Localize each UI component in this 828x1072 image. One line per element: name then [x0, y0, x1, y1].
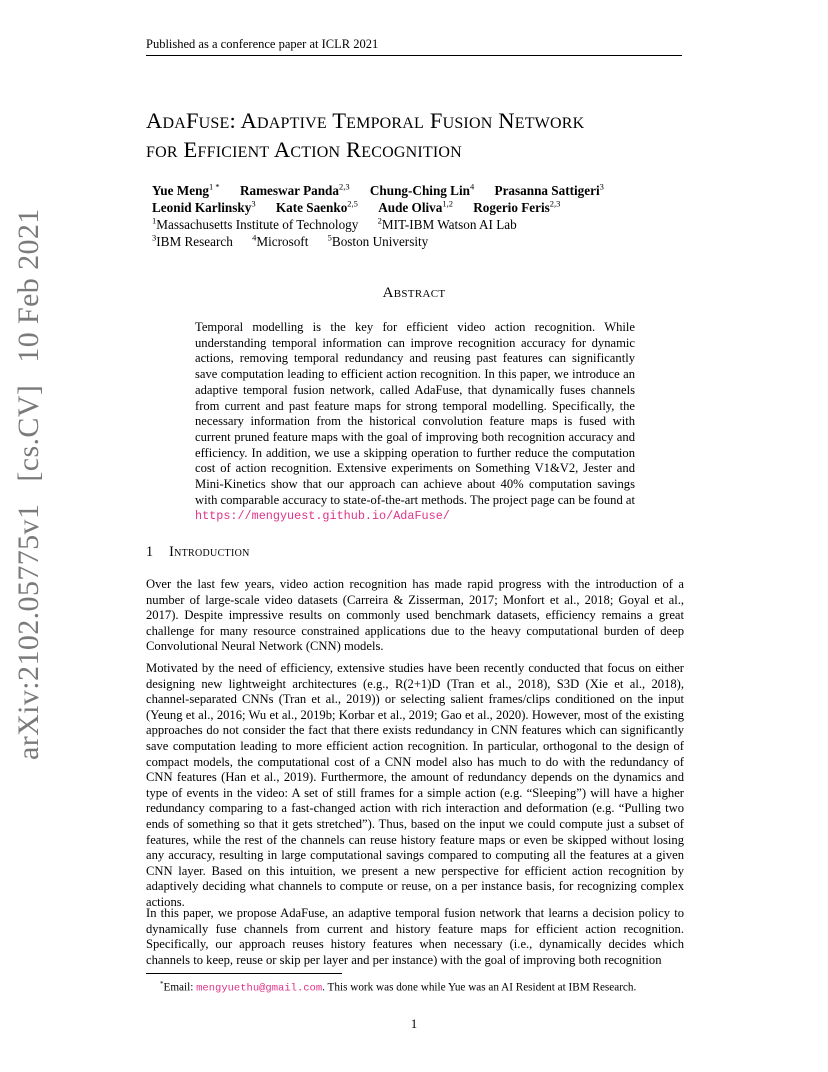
- author: Chung-Ching Lin$^4$: [369, 181, 475, 198]
- arxiv-category: [cs.CV]: [12, 384, 45, 482]
- abstract-text: Temporal modelling is the key for efficient video action recognition. While understanding temporal information can improve recognition accuracy for dynamic actions, removing temporal redundancy and reusing past features can significantly save computation leading to efficient action recognition. In this paper, we introduce an adaptive temporal fusion network, called AdaFuse, that dynamically fuses channels from current and past feature maps for strong temporal modelling. Specifically, the necessary information from the historical convolution feature maps is fused with current pruned feature maps with the goal of improving both recognition accuracy and efficiency. In addition, we use a skipping operation to further reduce the computation cost of action recognition. Extensive experiments on Something V1&V2, Jester and Mini-Kinetics show that our approach can achieve about 40% computation savings with comparable accuracy to state-of-the-art methods. The project page can be found at: [195, 320, 636, 507]
- affiliation: $^1$Massachusetts Institute of Technology: [152, 215, 359, 232]
- section-number: 1: [146, 544, 154, 560]
- footnote-mark: *: [160, 980, 164, 988]
- affiliation: $^4$Microsoft: [252, 232, 309, 249]
- affiliation: $^2$MIT-IBM Watson AI Lab: [377, 215, 517, 232]
- author-row-1: [152, 182, 692, 199]
- author: Prasanna Sattigeri$^3$: [494, 181, 604, 198]
- header-rule: [146, 55, 682, 56]
- author: Aude Oliva$^{1,2}$: [378, 198, 453, 215]
- footnote: [160, 977, 690, 996]
- affiliation-row-2: [152, 233, 692, 250]
- project-link[interactable]: https://mengyuest.github.io/AdaFuse/: [195, 509, 450, 524]
- affiliation: $^5$Boston University: [327, 232, 429, 249]
- paragraph: Over the last few years, video action recognition has made rapid progress with the introduction of a number of large-scale video datasets (Carreira & Zisserman, 2017; Monfort et al., 2018; Goyal et al., 2017). Despite impressive results on commonly used benchmark datasets, efficiency remains a great challenge for many resource constrained applications due to the heavy computational burden of deep Convolutional Neural Network (CNN) models.: [146, 577, 684, 654]
- section-heading: [146, 544, 250, 561]
- abstract-body: [195, 320, 635, 525]
- footnote-rule: [146, 973, 342, 974]
- author: Leonid Karlinsky$^3$: [152, 198, 256, 215]
- author: Rameswar Panda$^{2,3}$: [239, 181, 350, 198]
- paper-title: [146, 106, 706, 164]
- title-line-1: AdaFuse: Adaptive Temporal Fusion Network: [146, 108, 585, 133]
- footnote-prefix: Email:: [163, 981, 197, 994]
- affiliation-row-1: [152, 216, 692, 233]
- footnote-suffix: . This work was done while Yue was an AI Resident at IBM Research.: [322, 981, 637, 994]
- footnote-email[interactable]: mengyuethu@gmail.com: [196, 982, 323, 995]
- page-number: 1: [410, 1017, 418, 1031]
- author: Yue Meng$^{1 *}$: [152, 181, 220, 198]
- running-header: [146, 36, 682, 56]
- author-row-2: [152, 199, 692, 216]
- section-name: Introduction: [169, 544, 250, 560]
- paragraph: In this paper, we propose AdaFuse, an adaptive temporal fusion network that learns a decision policy to dynamically fuse channels from current and history feature maps for efficient action recognition. Specifically, our approach reuses history features when necessary (i.e., dynamically decides which channels to keep, reuse or skip per layer and per instance) with the goal of improving both recognition: [146, 906, 684, 967]
- arxiv-id: arXiv:2102.05775v1: [12, 503, 45, 760]
- title-line-2: for Efficient Action Recognition: [146, 137, 462, 162]
- abstract-heading: Abstract: [382, 285, 446, 301]
- header-text: Published as a conference paper at ICLR 2021: [146, 37, 379, 51]
- arxiv-stamp: [12, 186, 46, 760]
- paragraph: Motivated by the need of efficiency, extensive studies have been recently conducted that focus on either designing new lightweight architectures (e.g., R(2+1)D (Tran et al., 2018), S3D (Xie et al., 2018), channel-separated CNNs (Tran et al., 2019)) or selecting salient frames/clips conditioned on the input (Yeung et al., 2016; Wu et al., 2019b; Korbar et al., 2019; Gao et al., 2020). However, most of the existing approaches do not consider the fact that there exists redundancy in CNN features which can significantly save computation leading to more efficient action recognition. In particular, orthogonal to the design of compact models, the computational cost of a CNN model also has much to do with the redundancy of CNN features (Han et al., 2019). Furthermore, the amount of redundancy depends on the dynamics and type of events in the video: A set of still frames for a simple action (e.g. “Sleeping”) will have a higher redundancy comparing to a fast-changed action with rich interaction and deformation (e.g. “Pulling two ends of something so that it gets stretched”). Thus, based on the input we could compute just a subset of features, while the rest of the channels can reuse history feature maps or even be skipped without losing any accuracy, resulting in large computational savings compared to computing all the features at a given CNN layer. Based on this intuition, we present a new perspective for efficient action recognition by adaptively deciding what channels to compute or reuse, on a per instance basis, for recognizing complex actions.: [146, 661, 684, 909]
- affiliation: $^3$IBM Research: [152, 232, 233, 249]
- author: Kate Saenko$^{2,5}$: [275, 198, 358, 215]
- arxiv-date: 10 Feb 2021: [12, 208, 45, 363]
- author: Rogerio Feris$^{2,3}$: [473, 198, 561, 215]
- author-block: [152, 182, 692, 250]
